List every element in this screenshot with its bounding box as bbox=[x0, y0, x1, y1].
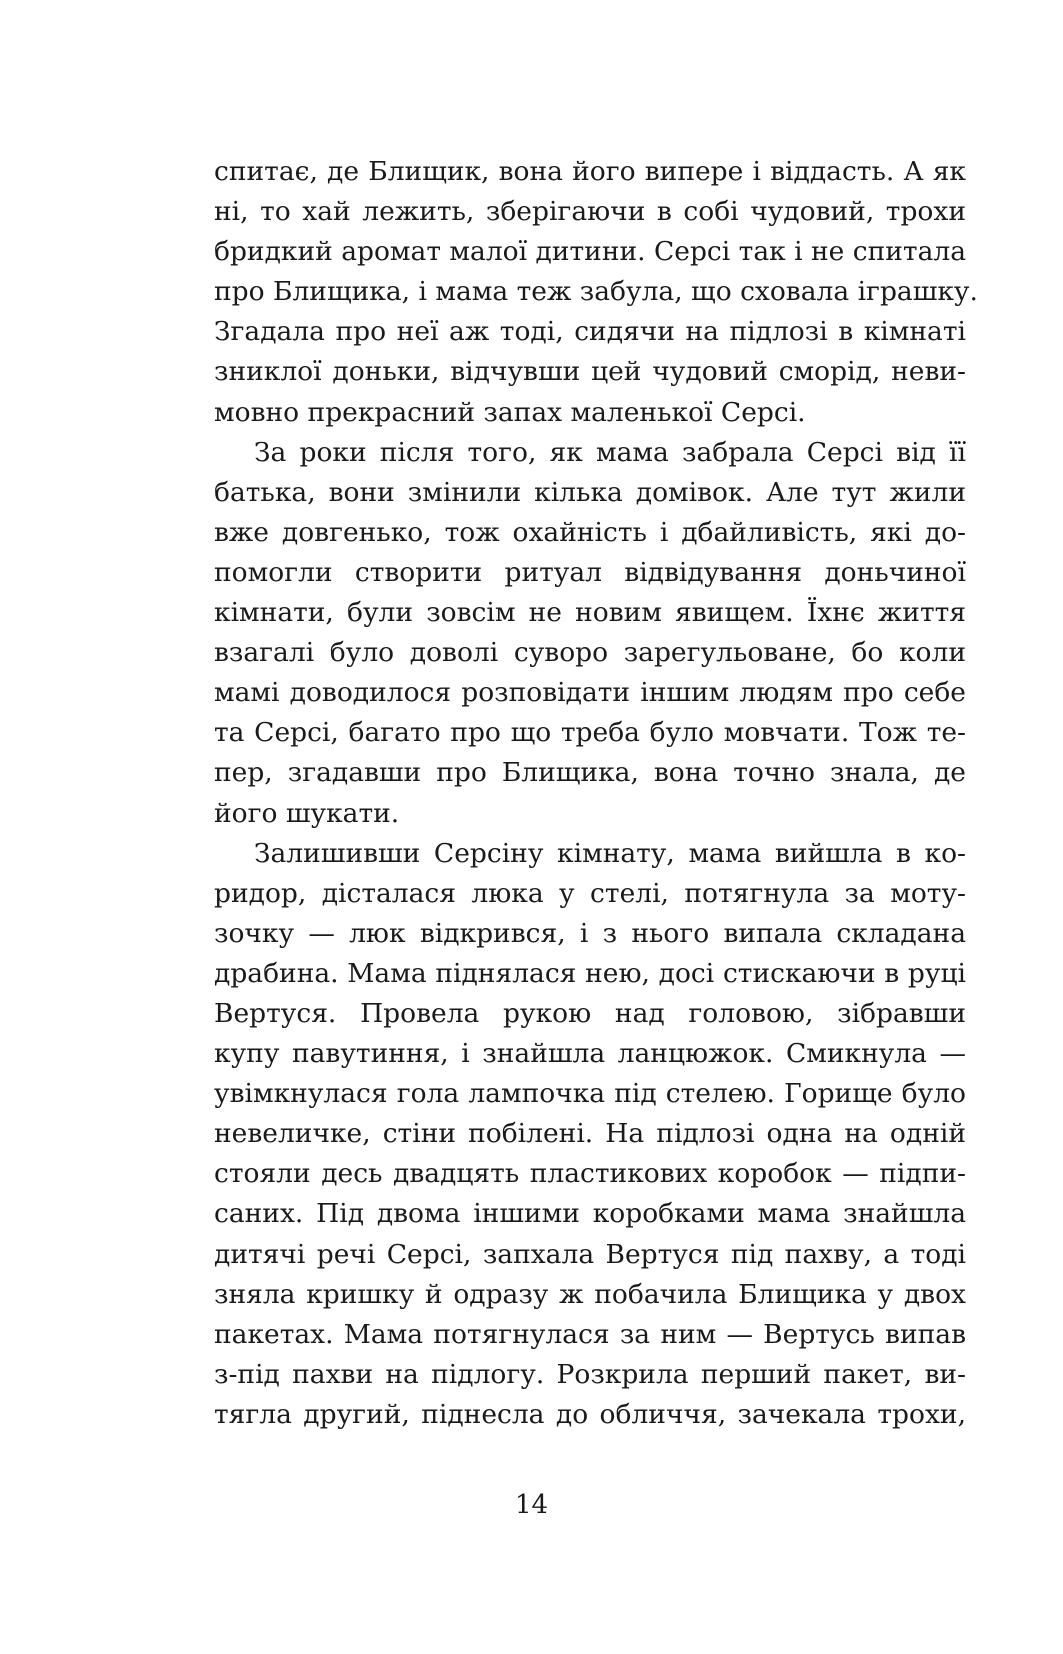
text-line: пакетах. Мама потягнулася за ним — Вертусь випав bbox=[214, 1318, 966, 1350]
body-text bbox=[214, 152, 978, 1435]
text-line: мовно прекрасний запах маленької Серсі. bbox=[214, 396, 806, 428]
text-line: ридор, дісталася люка у стелі, потягнула за моту- bbox=[214, 877, 966, 909]
text-line: його шукати. bbox=[214, 797, 400, 829]
text-line: спитає, де Блищик, вона його випере і віддасть. А як bbox=[214, 156, 966, 187]
paragraph bbox=[214, 834, 966, 1435]
text-line: Згадала про неї аж тоді, сидячи на підлозі в кімнаті bbox=[214, 316, 966, 348]
text-line: та Серсі, багато про що треба було мовчати. Тож те- bbox=[214, 717, 966, 749]
text-line: помогли створити ритуал відвідування доньчиної bbox=[214, 556, 966, 588]
text-line: кімнати, були зовсім не новим явищем. Їхнє життя bbox=[214, 597, 966, 629]
text-line: Залишивши Серсіну кімнату, мама вийшла в ко- bbox=[254, 837, 966, 869]
text-line: зняла кришку й одразу ж побачила Блищика у двох bbox=[214, 1278, 966, 1310]
text-line: саних. Під двома іншими коробками мама знайшла bbox=[214, 1198, 966, 1230]
text-line: невеличке, стіни побілені. На підлозі одна на одній bbox=[214, 1118, 966, 1150]
text-line: дитячі речі Серсі, запхала Вертуся під пахву, а тоді bbox=[214, 1238, 966, 1270]
text-line: про Блищика, і мама теж забула, що сховала іграшку. bbox=[214, 276, 978, 308]
text-line: взагалі було доволі суворо зарегульоване, бо коли bbox=[214, 637, 966, 669]
text-line: мамі доводилося розповідати іншим людям про себе bbox=[214, 677, 966, 709]
page-number: 14 bbox=[514, 1490, 549, 1520]
text-line: купу павутиння, і знайшла ланцюжок. Смикнула — bbox=[214, 1038, 966, 1070]
text-line: з-під пахви на підлогу. Розкрила перший пакет, ви- bbox=[214, 1358, 966, 1390]
text-line: увімкнулася гола лампочка під стелею. Горище було bbox=[214, 1078, 966, 1110]
paragraph bbox=[214, 433, 966, 834]
text-line: За роки після того, як мама забрала Серсі від її bbox=[254, 436, 966, 468]
text-line: бридкий аромат малої дитини. Серсі так і не спитала bbox=[214, 236, 967, 268]
text-line: батька, вони змінили кілька домівок. Але тут жили bbox=[214, 476, 966, 508]
text-line: ні, то хай лежить, зберігаючи в собі чудовий, трохи bbox=[214, 196, 966, 228]
text-line: Вертуся. Провела рукою над головою, зібравши bbox=[214, 997, 966, 1029]
text-line: тягла другий, піднесла до обличчя, зачекала трохи, bbox=[214, 1398, 966, 1430]
text-line: зниклої доньки, відчувши цей чудовий сморід, неви- bbox=[214, 356, 966, 388]
text-line: зочку — люк відкрився, і з нього випала складана bbox=[214, 917, 966, 949]
text-line: вже довгенько, тож охайність і дбайливість, які до- bbox=[214, 516, 966, 548]
text-line: пер, згадавши про Блищика, вона точно знала, де bbox=[214, 757, 966, 789]
text-line: стояли десь двадцять пластикових коробок — підпи- bbox=[214, 1158, 966, 1190]
paragraph bbox=[214, 152, 978, 433]
text-line: драбина. Мама піднялася нею, досі стискаючи в руці bbox=[214, 957, 966, 989]
